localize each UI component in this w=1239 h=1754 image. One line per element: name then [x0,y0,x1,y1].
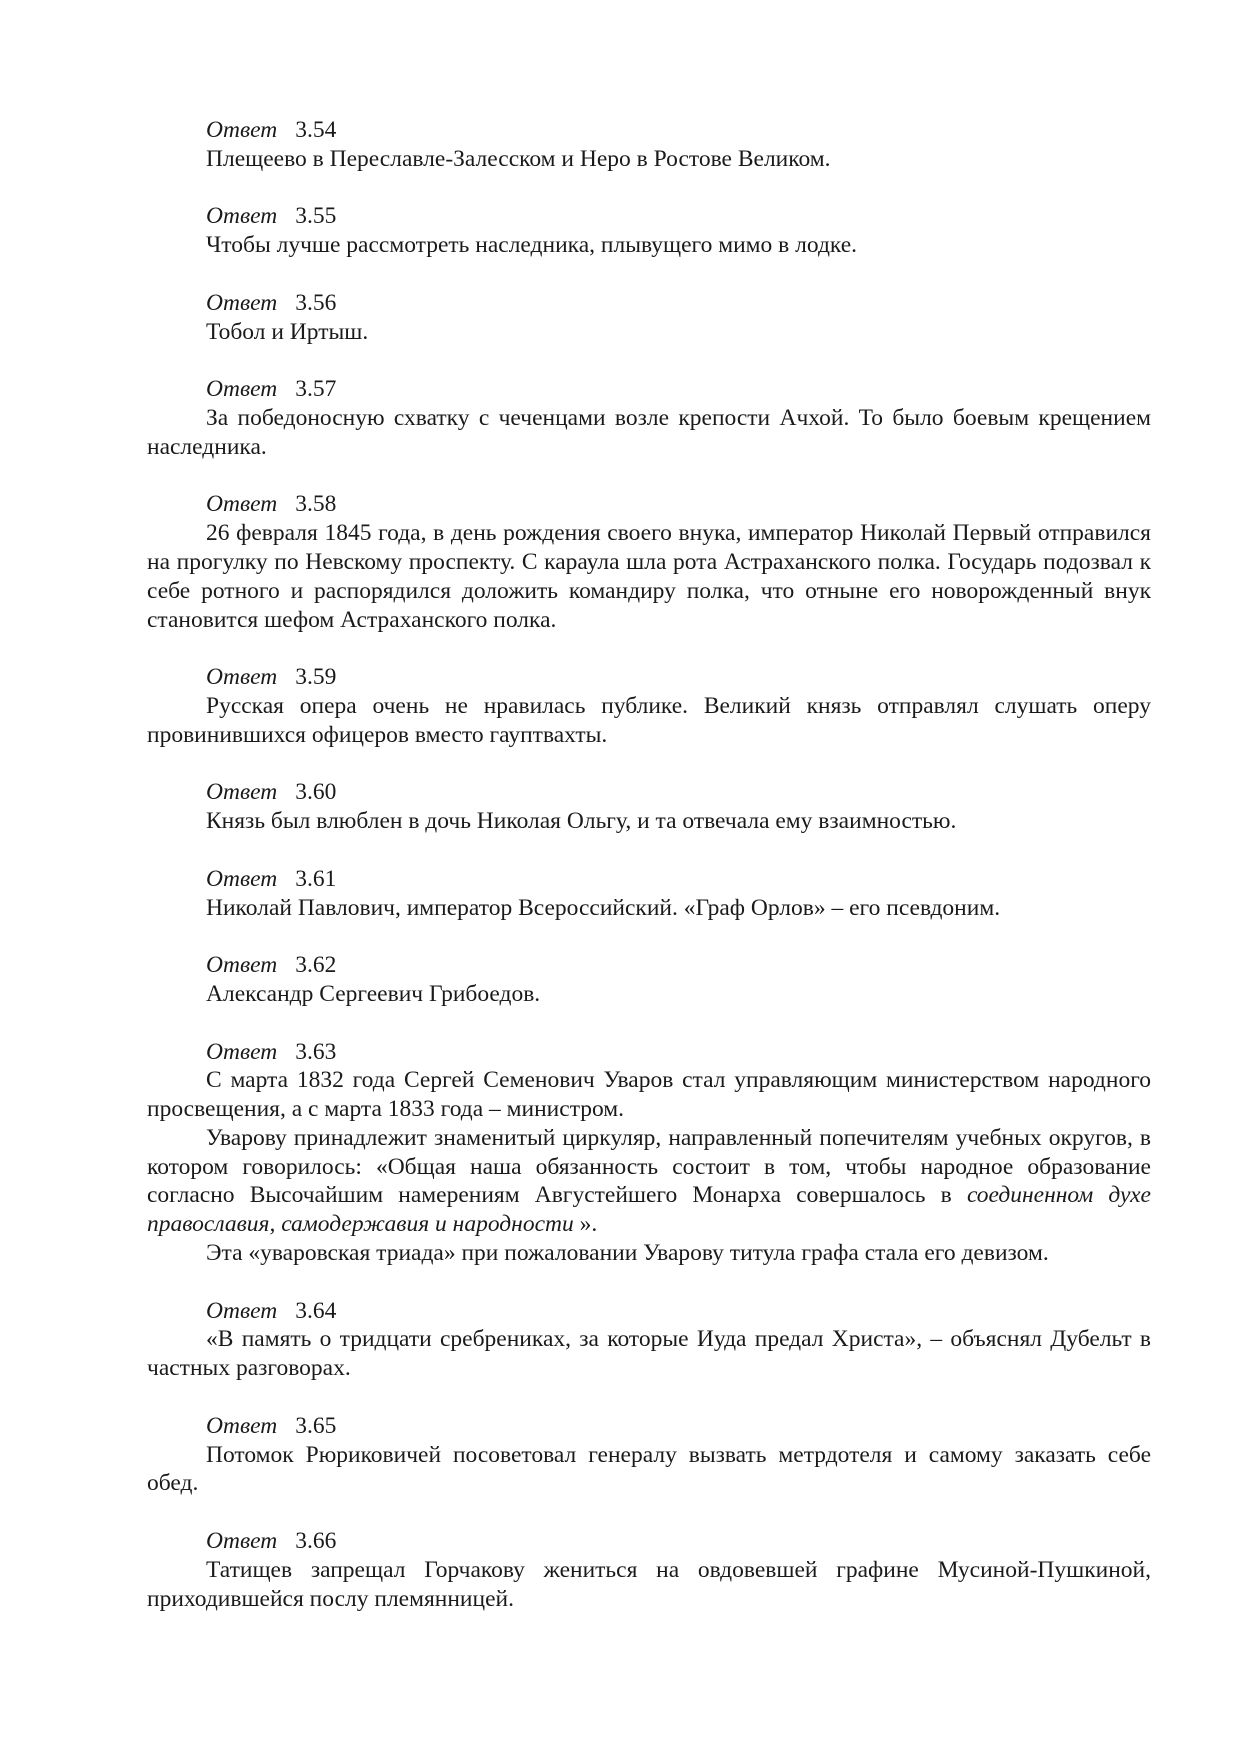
text-segment: За победоносную схватку с чеченцами возле крепости Ачхой. То было боевым крещением наследника. [147,404,1151,460]
answer-label: Ответ [206,1412,278,1439]
answer-number: 3.65 [295,1412,337,1439]
text-segment: С марта 1832 года Сергей Семенович Уваров стал управляющим министерством народного просвещения, а с марта 1833 года – министром. [147,1067,1151,1123]
answer-number: 3.57 [295,376,337,403]
answer-label: Ответ [206,664,278,691]
answer-paragraph [147,231,1151,260]
answer-paragraph [147,1325,1151,1383]
answer-label: Ответ [206,1297,278,1324]
answer-paragraph [147,145,1151,174]
answer-label: Ответ [206,376,278,403]
answer-block [147,1527,1151,1613]
answer-paragraph [147,519,1151,634]
answer-heading [147,1412,1151,1441]
answer-block [147,375,1151,461]
answer-heading [147,375,1151,404]
answer-paragraph [147,692,1151,750]
text-segment: Александр Сергеевич Грибоедов. [206,980,541,1007]
answer-heading [147,778,1151,807]
answer-block [147,663,1151,749]
answer-number: 3.58 [295,491,337,518]
answer-heading [147,865,1151,894]
answer-label: Ответ [206,952,278,979]
answer-block [147,202,1151,260]
answer-block [147,1297,1151,1383]
answer-paragraph [147,1066,1151,1124]
text-segment: Русская опера очень не нравилась публике. Великий князь отправлял слушать оперу провинившихся офицеров вместо гауптвахты. [147,692,1151,748]
answer-paragraph [147,894,1151,923]
text-segment: Эта «уваровская триада» при пожаловании Уварову титула графа стала его девизом. [206,1240,1049,1267]
answer-number: 3.55 [295,203,337,230]
answer-number: 3.59 [295,664,337,691]
answer-heading [147,1297,1151,1326]
answer-paragraph [147,404,1151,462]
answer-number: 3.64 [295,1297,337,1324]
answer-heading [147,1527,1151,1556]
answer-number: 3.62 [295,952,337,979]
answer-block [147,951,1151,1009]
answer-block [147,289,1151,347]
answer-block [147,1038,1151,1268]
answer-block [147,778,1151,836]
text-segment: Чтобы лучше рассмотреть наследника, плывущего мимо в лодке. [206,232,858,259]
answer-block [147,1412,1151,1498]
answer-paragraph [147,807,1151,836]
answer-block [147,865,1151,923]
text-segment: Уварову принадлежит знаменитый циркуляр, направленный попечителям учебных округов, в котором говорилось: «Общая наша обязанность состоит в том, чтобы народное образование согласно Высочайшим намерениям Августейшего Монарха совершалось в [147,1124,1151,1209]
answer-label: Ответ [206,1528,278,1555]
answer-number: 3.66 [295,1528,337,1555]
answer-paragraph [147,980,1151,1009]
answer-label: Ответ [206,865,278,892]
answer-label: Ответ [206,203,278,230]
answer-paragraph [147,1124,1151,1239]
answer-heading [147,289,1151,318]
text-segment: Татищев запрещал Горчакову жениться на овдовевшей графине Мусиной-Пушкиной, приходившейся послу племянницей. [147,1556,1151,1612]
text-segment: Тобол и Иртыш. [206,318,369,345]
answer-paragraph [147,1239,1151,1268]
answer-number: 3.56 [295,289,337,316]
text-segment: Потомок Рюриковичей посоветовал генералу вызвать метрдотеля и самому заказать себе обед. [147,1441,1151,1497]
answer-label: Ответ [206,779,278,806]
document-page [147,116,1151,1642]
text-segment: «В память о тридцати сребрениках, за которые Иуда предал Христа», – объяснял Дубельт в частных разговорах. [147,1326,1151,1382]
answer-number: 3.61 [295,865,337,892]
text-segment: ». [573,1211,598,1238]
text-segment: 26 февраля 1845 года, в день рождения своего внука, император Николай Первый отправился на прогулку по Невскому проспекту. С караула шла рота Астраханского полка. Государь подозвал к себе ротного и распорядился доложить командиру полка, что отныне его новорожденный внук становится шефом Астраханского полка. [147,520,1151,633]
answer-label: Ответ [206,491,278,518]
answer-block [147,116,1151,174]
text-segment: Плещеево в Переславле-Залесском и Неро в Ростове Великом. [206,145,831,172]
answer-heading [147,663,1151,692]
answer-number: 3.54 [295,117,337,143]
answer-label: Ответ [206,289,278,316]
answer-heading [147,116,1151,145]
answer-number: 3.60 [295,779,337,806]
answer-heading [147,951,1151,980]
answer-heading [147,202,1151,231]
answer-number: 3.63 [295,1038,337,1065]
text-segment: Князь был влюблен в дочь Николая Ольгу, и та отвечала ему взаимностью. [206,808,957,835]
answer-paragraph [147,1441,1151,1499]
answer-block [147,490,1151,634]
answer-label: Ответ [206,1038,278,1065]
answer-heading [147,490,1151,519]
answer-paragraph [147,318,1151,347]
answer-heading [147,1038,1151,1067]
text-segment: Николай Павлович, император Всероссийский. «Граф Орлов» – его псевдоним. [206,894,1001,921]
text-segment: соединенном духе православия, самодержавия и народности [147,1182,1151,1238]
answer-paragraph [147,1556,1151,1614]
answer-label: Ответ [206,117,278,143]
